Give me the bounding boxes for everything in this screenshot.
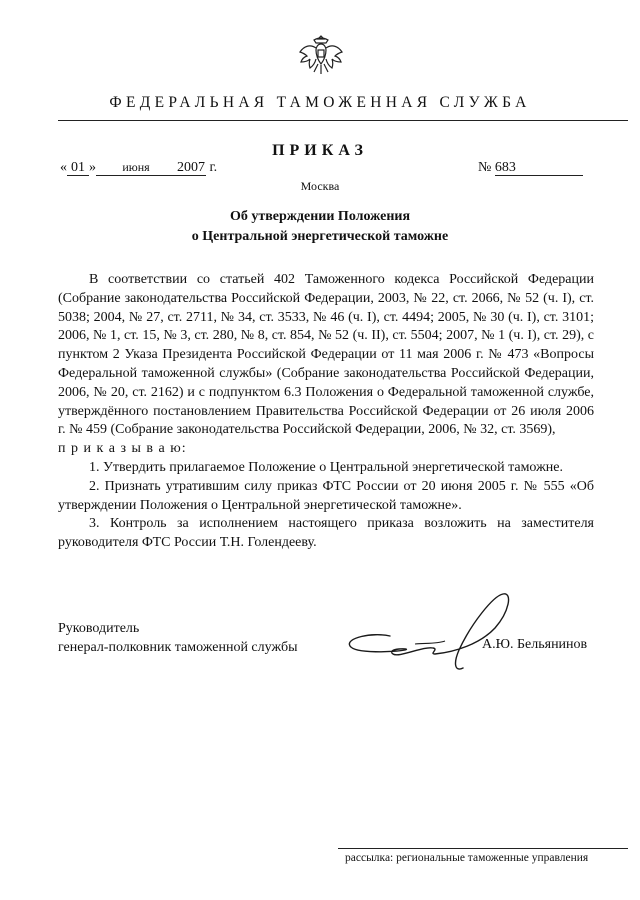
signatory-name: А.Ю. Бельянинов <box>482 637 588 652</box>
document-type-title: ПРИКАЗ <box>272 142 368 159</box>
city: Москва <box>300 179 340 193</box>
order-word: п р и к а з ы в а ю: <box>58 441 187 457</box>
order-number <box>478 160 583 176</box>
date-month: июня <box>96 160 176 176</box>
date-day: 01 <box>67 160 89 176</box>
distribution-note: рассылка: региональные таможенные управления <box>345 852 589 864</box>
order-item-3: 3. Контроль за исполнением настоящего приказа возложить на заместителя руководителя ФТС России Т.Н. Голендееву. <box>58 516 594 551</box>
date-year-suffix: г. <box>209 160 218 175</box>
order-item-2: 2. Признать утратившим силу приказ ФТС России от 20 июня 2005 г. № 555 «Об утверждении Положения о Центральной энергетической таможне». <box>58 478 594 513</box>
agency-title: ФЕДЕРАЛЬНАЯ ТАМОЖЕННАЯ СЛУЖБА <box>109 94 531 111</box>
signatory-title <box>58 620 297 657</box>
subject-line-2: о Центральной энергетической таможне <box>191 229 449 244</box>
handwritten-signature <box>320 578 560 678</box>
preamble-paragraph: В соответствии со статьей 402 Таможенного кодекса Российской Федерации (Собрание законодательства Российской Федерации, 2003, № 22, ст. 2066, № 52 (ч. I), ст. 5038; 2004, № 27, ст. 2711, № 34, ст. 3533, № 46 (ч. I), ст. 4494; 2005, № 30 (ч. I), ст. 3101; 2006, № 1, ст. 15, № 3, ст. 280, № 8, ст. 854, № 52 (ч. II), ст. 5504; 2007, № 1 (ч. I), ст. 29), с пунктом 2 Указа Президента Российской Федерации от 11 мая 2006 г. № 473 «Вопросы Федеральной таможенной службы» (Собрание законодательства Российской Федерации, 2006, № 20, ст. 2162) и с подпунктом 6.3 Положения о Федеральной таможенной службе, утверждённого постановлением Правительства Российской Федерации от 26 июля 2006 г. № 459 (Собрание законодательства Российской Федерации, 2006, № 32, ст. 3569), <box>58 272 594 438</box>
order-item-1: 1. Утвердить прилагаемое Положение о Центральной энергетической таможне. <box>89 459 563 475</box>
subject-line-1: Об утверждении Положения <box>229 209 411 224</box>
coat-of-arms-emblem <box>296 30 346 80</box>
date-open-quote: « <box>60 160 67 175</box>
date-year: 2007 <box>177 160 205 175</box>
signatory-title-line-2: генерал-полковник таможенной службы <box>58 639 298 655</box>
number-value: 683 <box>495 160 583 176</box>
signatory-title-line-1: Руководитель <box>58 621 140 636</box>
date-close-quote: » <box>89 160 96 175</box>
distribution-divider <box>338 848 628 849</box>
header-divider <box>58 120 628 121</box>
order-date <box>60 160 217 176</box>
order-body <box>58 271 594 553</box>
number-sign: № <box>478 160 492 175</box>
order-subject <box>0 207 640 247</box>
